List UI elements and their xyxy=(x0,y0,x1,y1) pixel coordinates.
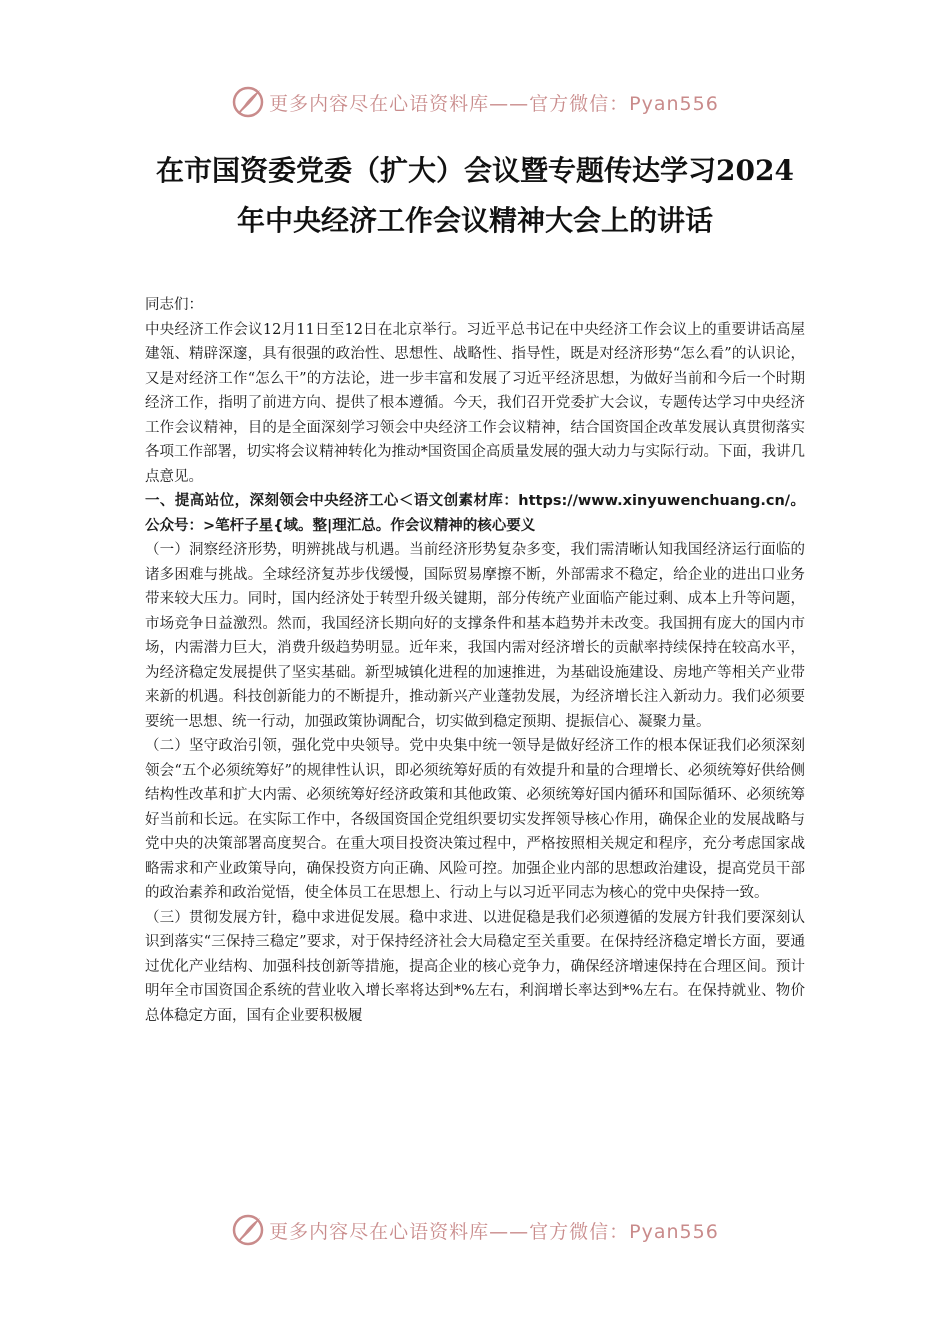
document-title xyxy=(110,146,840,246)
quill-logo-icon xyxy=(231,85,265,119)
title-line-1: 在市国资委党委（扩大）会议暨专题传达学习2024 xyxy=(156,154,794,187)
document-body xyxy=(145,293,805,1028)
section-paragraph-1: （一）洞察经济形势，明辨挑战与机遇。当前经济形势复杂多变，我们需清晰认知我国经济运行面临的诸多困难与挑战。全球经济复苏步伐缓慢，国际贸易摩擦不断，外部需求不稳定，给企业的进出口业务带来较大压力。同时，国内经济处于转型升级关键期，部分传统产业面临产能过剩、成本上升等问题，市场竞争日益激烈。然而，我国经济长期向好的支撑条件和基本趋势并未改变。我国拥有庞大的国内市场，内需潜力巨大，消费升级趋势明显。近年来，我国内需对经济增长的贡献率持续保持在较高水平，为经济稳定发展提供了坚实基础。新型城镇化进程的加速推进，为基础设施建设、房地产等相关产业带来新的机遇。科技创新能力的不断提升，推动新兴产业蓬勃发展，为经济增长注入新动力。我们必须要要统一思想、统一行动，加强政策协调配合，切实做到稳定预期、提振信心、凝聚力量。 xyxy=(145,542,805,730)
intro-paragraph: 中央经济工作会议12月11日至12日在北京举行。习近平总书记在中央经济工作会议上的重要讲话高屋建瓴、精辟深邃，具有很强的政治性、思想性、战略性、指导性，既是对经济形势“怎么看”的认识论，又是对经济工作“怎么干”的方法论，进一步丰富和发展了习近平经济思想，为做好当前和今后一个时期经济工作，指明了前进方向、提供了根本遵循。今天，我们召开党委扩大会议，专题传达学习中央经济工作会议精神，目的是全面深刻学习领会中央经济工作会议精神，结合国资国企改革发展认真贯彻落实各项工作部署，切实将会议精神转化为推动*国资国企高质量发展的强大动力与实际行动。下面，我讲几点意见。 xyxy=(145,321,805,485)
header-banner xyxy=(0,82,950,122)
quill-logo-icon xyxy=(231,1213,265,1247)
greeting: 同志们： xyxy=(145,297,203,313)
section-paragraph-3: （三）贯彻发展方针，稳中求进促发展。稳中求进、以进促稳是我们必须遵循的发展方针我们要深刻认识到落实“三保持三稳定”要求，对于保持经济社会大局稳定至关重要。在保持经济稳定增长方面，要通过优化产业结构、加强科技创新等措施，提高企业的核心竞争力，确保经济增速保持在合理区间。预计明年全市国资国企系统的营业收入增长率将达到*%左右，利润增长率达到*%左右。在保持就业、物价总体稳定方面，国有企业要积极履 xyxy=(145,909,805,1024)
banner-text: 更多内容尽在心语资料库——官方微信：Pyan556 xyxy=(269,1220,719,1243)
banner-text: 更多内容尽在心语资料库——官方微信：Pyan556 xyxy=(269,92,719,115)
section-paragraph-2: （二）坚守政治引领，强化党中央领导。党中央集中统一领导是做好经济工作的根本保证我们必须深刻领会“五个必须统筹好”的规律性认识，即必须统筹好质的有效提升和量的合理增长、必须统筹好供给侧结构性改革和扩大内需、必须统筹好经济政策和其他政策、必须统筹好国内循环和国际循环、必须统筹好当前和长远。在实际工作中，各级国资国企党组织要切实发挥领导核心作用，确保企业的发展战略与党中央的决策部署高度契合。在重大项目投资决策过程中，严格按照相关规定和程序，充分考虑国家战略需求和产业政策导向，确保投资方向正确、风险可控。加强企业内部的思想政治建设，提高党员干部的政治素养和政治觉悟，使全体员工在思想上、行动上与以习近平同志为核心的党中央保持一致。 xyxy=(145,738,805,901)
section-heading-1: 一、提高站位，深刻领会中央经济工心＜语文创素材库：https://www.xinyuwenchuang.cn/。公众号：>笔杆子星{域。整|理汇总。作会议精神的核心要义 xyxy=(145,493,805,534)
title-line-2: 年中央经济工作会议精神大会上的讲话 xyxy=(236,204,713,237)
footer-banner xyxy=(0,1210,950,1250)
